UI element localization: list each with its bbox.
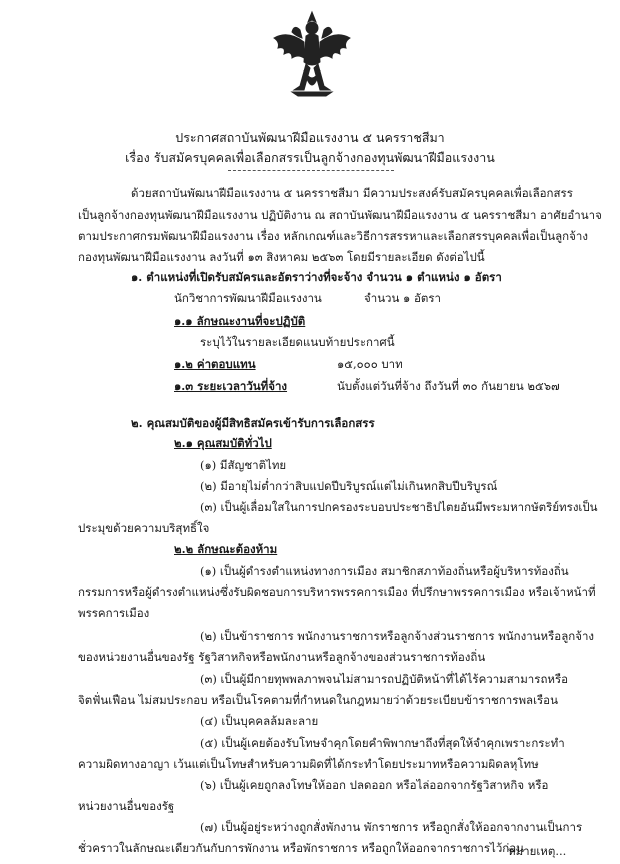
prohibited-line: พรรคการเมือง [78, 606, 150, 620]
prohibited-line: หน่วยงานอื่นของรัฐ [78, 799, 175, 813]
general-qual-2: (๒) มีอายุไม่ต่ำกว่าสิบแปดปีบริบูรณ์แต่ไม่เกินหกสิบปีบริบูรณ์ [200, 479, 498, 493]
position-count: จำนวน ๑ อัตรา [364, 291, 441, 305]
prohibited-line: (๒) เป็นข้าราชการ พนักงานราชการหรือลูกจ้างส่วนราชการ พนักงานหรือลูกจ้าง [200, 629, 595, 643]
general-qual-1: (๑) มีสัญชาติไทย [200, 458, 287, 472]
prohibited-line: (๗) เป็นผู้อยู่ระหว่างถูกสั่งพักงาน พักราชการ หรือถูกสั่งให้ออกจากงานเป็นการ [200, 820, 583, 834]
continuation-note: หมายเหตุ... [508, 844, 567, 858]
prohibited-line: (๕) เป็นผู้เคยต้องรับโทษจำคุกโดยคำพิพากษาถึงที่สุดให้จำคุกเพราะกระทำ [200, 736, 565, 750]
section1-1-text: ระบุไว้ในรายละเอียดแนบท้ายประกาศนี้ [200, 335, 395, 349]
intro-line-4: กองทุนพัฒนาฝีมือแรงงาน ลงวันที่ ๑๓ สิงหาคม ๒๕๖๓ โดยมีรายละเอียด ดังต่อไปนี้ [78, 250, 485, 264]
employment-period: นับตั้งแต่วันที่จ้าง ถึงวันที่ ๓๐ กันยายน ๒๕๖๗ [337, 379, 560, 393]
section2-2-heading: ๒.๒ ลักษณะต้องห้าม [174, 542, 278, 556]
section1-2-heading: ๑.๒ ค่าตอบแทน [174, 357, 256, 371]
general-qual-3: (๓) เป็นผู้เลื่อมใสในการปกครองระบอบประชาธิปไตยอันมีพระมหากษัตริย์ทรงเป็น [200, 500, 598, 514]
announcement-subject: เรื่อง รับสมัครบุคคลเพื่อเลือกสรรเป็นลูกจ้างกองทุนพัฒนาฝีมือแรงงาน [125, 150, 495, 165]
section2-1-heading: ๒.๑ คุณสมบัติทั่วไป [174, 436, 272, 450]
salary-value: ๑๕,๐๐๐ บาท [337, 357, 403, 371]
intro-line-1: ด้วยสถาบันพัฒนาฝีมือแรงงาน ๕ นครราชสีมา มีความประสงค์รับสมัครบุคคลเพื่อเลือกสรร [131, 186, 573, 200]
prohibited-line: ชั่วคราวในลักษณะเดียวกันกับการพักงาน หรือพักราชการ หรือถูกให้ออกจากราชการไว้ก่อน [78, 841, 525, 855]
general-qual-3-cont: ประมุขด้วยความบริสุทธิ์ใจ [78, 521, 210, 535]
prohibited-line: ความผิดทางอาญา เว้นแต่เป็นโทษสำหรับความผิดที่ได้กระทำโดยประมาทหรือความผิดลหุโทษ [78, 757, 539, 771]
intro-line-3: ตามประกาศกรมพัฒนาฝีมือแรงงาน เรื่อง หลักเกณฑ์และวิธีการสรรหาและเลือกสรรบุคคลเพื่อเป็นลูกจ้าง [78, 229, 588, 243]
announcement-title: ประกาศสถาบันพัฒนาฝีมือแรงงาน ๕ นครราชสีมา [175, 130, 445, 145]
section1-1-heading: ๑.๑ ลักษณะงานที่จะปฏิบัติ [174, 314, 306, 328]
prohibited-line: (๓) เป็นผู้มีกายทุพพลภาพจนไม่สามารถปฏิบัติหน้าที่ได้ไร้ความสามารถหรือ [200, 672, 569, 686]
prohibited-line: (๑) เป็นผู้ดำรงตำแหน่งทางการเมือง สมาชิกสภาท้องถิ่นหรือผู้บริหารท้องถิ่น [200, 564, 569, 578]
prohibited-line: (๖) เป็นผู้เคยถูกลงโทษให้ออก ปลดออก หรือไล่ออกจากรัฐวิสาหกิจ หรือ [200, 778, 549, 792]
section2-heading: ๒. คุณสมบัติของผู้มีสิทธิสมัครเข้ารับการเลือกสรร [131, 416, 375, 430]
prohibited-line: จิตฟั่นเฟือน ไม่สมประกอบ หรือเป็นโรคตามที่กำหนดในกฎหมายว่าด้วยระเบียบข้าราชการพลเรือน [78, 693, 558, 707]
section1-heading: ๑. ตำแหน่งที่เปิดรับสมัครและอัตราว่างที่จะจ้าง จำนวน ๑ ตำแหน่ง ๑ อัตรา [131, 270, 502, 284]
position-name: นักวิชาการพัฒนาฝีมือแรงงาน [174, 291, 322, 305]
section1-3-heading: ๑.๓ ระยะเวลาวันที่จ้าง [174, 379, 288, 393]
prohibited-line: (๔) เป็นบุคคลล้มละลาย [200, 714, 319, 728]
intro-line-2: เป็นลูกจ้างกองทุนพัฒนาฝีมือแรงงาน ปฏิบัติงาน ณ สถาบันพัฒนาฝีมือแรงงาน ๕ นครราชสีมา อาศัยอำนาจ [78, 208, 602, 222]
garuda-emblem-icon [270, 8, 354, 112]
prohibited-line: กรรมการหรือผู้ดำรงตำแหน่งซึ่งรับผิดชอบการบริหารพรรคการเมือง ที่ปรึกษาพรรคการเมือง หรือเจ้าหน้าที่ [78, 585, 596, 599]
prohibited-line: ของหน่วยงานอื่นของรัฐ รัฐวิสาหกิจหรือพนักงานหรือลูกจ้างของส่วนราชการท้องถิ่น [78, 650, 486, 664]
title-divider [228, 170, 394, 171]
